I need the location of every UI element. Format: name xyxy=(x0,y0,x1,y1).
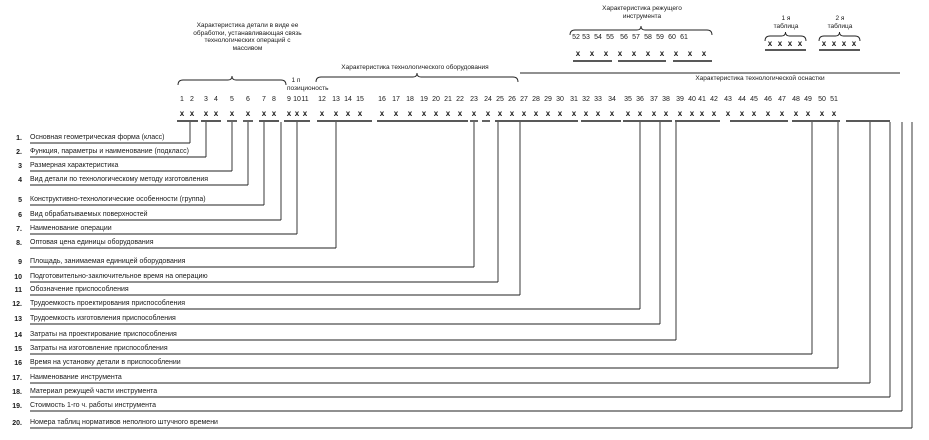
position-mark: х xyxy=(379,109,385,118)
tool-position-number: 52 xyxy=(572,34,580,41)
position-mark: х xyxy=(583,109,589,118)
row-label: Размерная характеристика xyxy=(30,162,119,169)
row-label: Основная геометрическая форма (класс) xyxy=(30,134,165,141)
position-number: 36 xyxy=(636,96,644,103)
position-mark: х xyxy=(571,109,577,118)
position-number: 39 xyxy=(676,96,684,103)
position-mark: х xyxy=(294,109,300,118)
position-number: 35 xyxy=(624,96,632,103)
position-mark: х xyxy=(637,109,643,118)
position-mark: х xyxy=(651,109,657,118)
position-number: 12 xyxy=(318,96,326,103)
position-number: 32 xyxy=(582,96,590,103)
position-number: 49 xyxy=(804,96,812,103)
position-mark: х xyxy=(333,109,339,118)
tool-position-number: 56 xyxy=(620,34,628,41)
position-mark: х xyxy=(765,109,771,118)
position-mark: х xyxy=(261,109,267,118)
position-number: 47 xyxy=(778,96,786,103)
position-number: 8 xyxy=(272,96,276,103)
position-number: 24 xyxy=(484,96,492,103)
row-number: 7. xyxy=(16,226,22,233)
row-label: Наименование инструмента xyxy=(30,374,122,381)
position-number: 3 xyxy=(204,96,208,103)
position-mark: х xyxy=(533,109,539,118)
row-number: 4 xyxy=(18,177,22,184)
tool-position-mark: х xyxy=(631,49,637,58)
group-table-2: 2 я таблица xyxy=(827,15,853,30)
position-number: 44 xyxy=(738,96,746,103)
position-number: 50 xyxy=(818,96,826,103)
row-label: Затраты на изготовление приспособления xyxy=(30,345,168,352)
table-mark: х xyxy=(777,39,783,48)
position-number: 13 xyxy=(332,96,340,103)
tool-position-number: 58 xyxy=(644,34,652,41)
tool-position-number: 59 xyxy=(656,34,664,41)
position-mark: х xyxy=(229,109,235,118)
position-mark: х xyxy=(203,109,209,118)
row-number: 10 xyxy=(14,274,22,281)
table-mark: х xyxy=(787,39,793,48)
position-number: 22 xyxy=(456,96,464,103)
brace-tool xyxy=(570,26,712,35)
position-mark: х xyxy=(345,109,351,118)
row-label: Функция, параметры и наименование (подкласс) xyxy=(30,148,189,155)
row-number: 6 xyxy=(18,212,22,219)
tool-position-mark: х xyxy=(701,49,707,58)
position-mark: х xyxy=(245,109,251,118)
tool-position-mark: х xyxy=(589,49,595,58)
position-number: 42 xyxy=(710,96,718,103)
row-label: Оптовая цена единицы оборудования xyxy=(30,239,154,246)
tool-position-mark: х xyxy=(659,49,665,58)
row-number: 2. xyxy=(16,149,22,156)
table-mark: х xyxy=(851,39,857,48)
row-number: 9 xyxy=(18,259,22,266)
brace-detail xyxy=(178,76,286,85)
position-mark: х xyxy=(725,109,731,118)
position-mark: х xyxy=(457,109,463,118)
row-number: 16 xyxy=(14,360,22,367)
tool-position-number: 57 xyxy=(632,34,640,41)
position-mark: х xyxy=(497,109,503,118)
position-number: 18 xyxy=(406,96,414,103)
row-number: 17. xyxy=(12,375,22,382)
position-number: 40 xyxy=(688,96,696,103)
position-number: 34 xyxy=(608,96,616,103)
row-label: Наименование операции xyxy=(30,225,112,232)
position-mark: х xyxy=(421,109,427,118)
position-mark: х xyxy=(779,109,785,118)
position-number: 38 xyxy=(662,96,670,103)
position-mark: х xyxy=(433,109,439,118)
group-table-1: 1 я таблица xyxy=(773,15,799,30)
row-number: 15 xyxy=(14,346,22,353)
table-mark: х xyxy=(767,39,773,48)
position-number: 17 xyxy=(392,96,400,103)
position-number: 45 xyxy=(750,96,758,103)
position-number: 4 xyxy=(214,96,218,103)
row-number: 19. xyxy=(12,403,22,410)
tool-position-mark: х xyxy=(603,49,609,58)
row-label: Затраты на проектирование приспособления xyxy=(30,331,177,338)
position-mark: х xyxy=(711,109,717,118)
row-label: Номера таблиц нормативов неполного штучного времени xyxy=(30,419,218,426)
tool-position-number: 55 xyxy=(606,34,614,41)
row-label: Трудоемкость проектирования приспособления xyxy=(30,300,186,307)
position-mark: х xyxy=(557,109,563,118)
row-number: 8. xyxy=(16,240,22,247)
position-mark: х xyxy=(689,109,695,118)
row-number: 20. xyxy=(12,420,22,427)
group-one-per-position: 1 п позиционость xyxy=(287,77,329,92)
tool-position-mark: х xyxy=(617,49,623,58)
position-mark: х xyxy=(302,109,308,118)
position-mark: х xyxy=(319,109,325,118)
table-mark: х xyxy=(821,39,827,48)
position-number: 10 xyxy=(293,96,301,103)
position-number: 11 xyxy=(301,96,309,103)
position-number: 7 xyxy=(262,96,266,103)
row-label: Подготовительно-заключительное время на операцию xyxy=(30,273,208,280)
position-mark: х xyxy=(485,109,491,118)
position-mark: х xyxy=(545,109,551,118)
position-number: 48 xyxy=(792,96,800,103)
row-label: Вид обрабатываемых поверхностей xyxy=(30,211,148,218)
position-number: 31 xyxy=(570,96,578,103)
position-mark: х xyxy=(595,109,601,118)
position-number: 15 xyxy=(356,96,364,103)
row-label: Конструктивно-технологические особенности (группа) xyxy=(30,196,206,203)
position-number: 1 xyxy=(180,96,184,103)
position-mark: х xyxy=(831,109,837,118)
position-number: 6 xyxy=(246,96,250,103)
position-number: 26 xyxy=(508,96,516,103)
group-tool-characteristic: Характеристика режущего инструмента xyxy=(602,5,682,20)
position-number: 30 xyxy=(556,96,564,103)
position-mark: х xyxy=(179,109,185,118)
tool-position-number: 54 xyxy=(594,34,602,41)
position-number: 51 xyxy=(830,96,838,103)
position-mark: х xyxy=(739,109,745,118)
row-label: Площадь, занимаемая единицей оборудования xyxy=(30,258,186,265)
position-mark: х xyxy=(357,109,363,118)
position-mark: х xyxy=(819,109,825,118)
row-number: 14 xyxy=(14,332,22,339)
position-number: 14 xyxy=(344,96,352,103)
position-mark: х xyxy=(805,109,811,118)
position-mark: х xyxy=(445,109,451,118)
row-number: 11 xyxy=(14,287,22,294)
position-number: 21 xyxy=(444,96,452,103)
position-mark: х xyxy=(286,109,292,118)
position-mark: х xyxy=(609,109,615,118)
position-number: 2 xyxy=(190,96,194,103)
position-mark: х xyxy=(677,109,683,118)
table-mark: х xyxy=(841,39,847,48)
row-label: Материал режущей части инструмента xyxy=(30,388,158,395)
row-label: Время на установку детали в приспособлении xyxy=(30,359,181,366)
position-mark: х xyxy=(625,109,631,118)
position-mark: х xyxy=(793,109,799,118)
position-number: 37 xyxy=(650,96,658,103)
position-number: 43 xyxy=(724,96,732,103)
group-equipment-characteristic: Характеристика технологического оборудования xyxy=(341,64,489,71)
brace-equipment xyxy=(316,73,518,82)
position-mark: х xyxy=(521,109,527,118)
row-number: 13 xyxy=(14,316,22,323)
tool-position-mark: х xyxy=(575,49,581,58)
row-number: 1. xyxy=(16,135,22,142)
tool-position-number: 61 xyxy=(680,34,688,41)
row-label: Обозначение приспособления xyxy=(30,286,129,293)
position-number: 16 xyxy=(378,96,386,103)
position-mark: х xyxy=(189,109,195,118)
table-mark: х xyxy=(797,39,803,48)
position-mark: х xyxy=(393,109,399,118)
tool-position-number: 60 xyxy=(668,34,676,41)
tool-position-number: 53 xyxy=(582,34,590,41)
position-number: 19 xyxy=(420,96,428,103)
position-number: 23 xyxy=(470,96,478,103)
group-tooling-characteristic: Характеристика технологической оснастки xyxy=(695,75,825,82)
row-label: Стоимость 1-го ч. работы инструмента xyxy=(30,402,157,409)
position-number: 33 xyxy=(594,96,602,103)
position-mark: х xyxy=(213,109,219,118)
position-number: 28 xyxy=(532,96,540,103)
group-detail-characteristic: Характеристика детали в виде ее обработки, устанавливающая связь технологических операций с массивом xyxy=(193,22,302,52)
position-number: 41 xyxy=(698,96,706,103)
position-number: 20 xyxy=(432,96,440,103)
tool-position-mark: х xyxy=(673,49,679,58)
position-number: 9 xyxy=(287,96,291,103)
row-label: Трудоемкость изготовления приспособления xyxy=(30,315,176,322)
position-number: 46 xyxy=(764,96,772,103)
position-mark: х xyxy=(509,109,515,118)
tool-position-mark: х xyxy=(645,49,651,58)
position-mark: х xyxy=(663,109,669,118)
position-number: 27 xyxy=(520,96,528,103)
position-mark: х xyxy=(699,109,705,118)
row-label: Вид детали по технологическому методу изготовления xyxy=(30,176,209,183)
position-number: 25 xyxy=(496,96,504,103)
position-number: 29 xyxy=(544,96,552,103)
row-number: 5 xyxy=(18,197,22,204)
position-mark: х xyxy=(471,109,477,118)
position-number: 5 xyxy=(230,96,234,103)
position-mark: х xyxy=(407,109,413,118)
row-number: 3 xyxy=(18,163,22,170)
position-mark: х xyxy=(271,109,277,118)
row-number: 18. xyxy=(12,389,22,396)
tool-position-mark: х xyxy=(687,49,693,58)
position-mark: х xyxy=(751,109,757,118)
table-mark: х xyxy=(831,39,837,48)
row-number: 12. xyxy=(12,301,22,308)
